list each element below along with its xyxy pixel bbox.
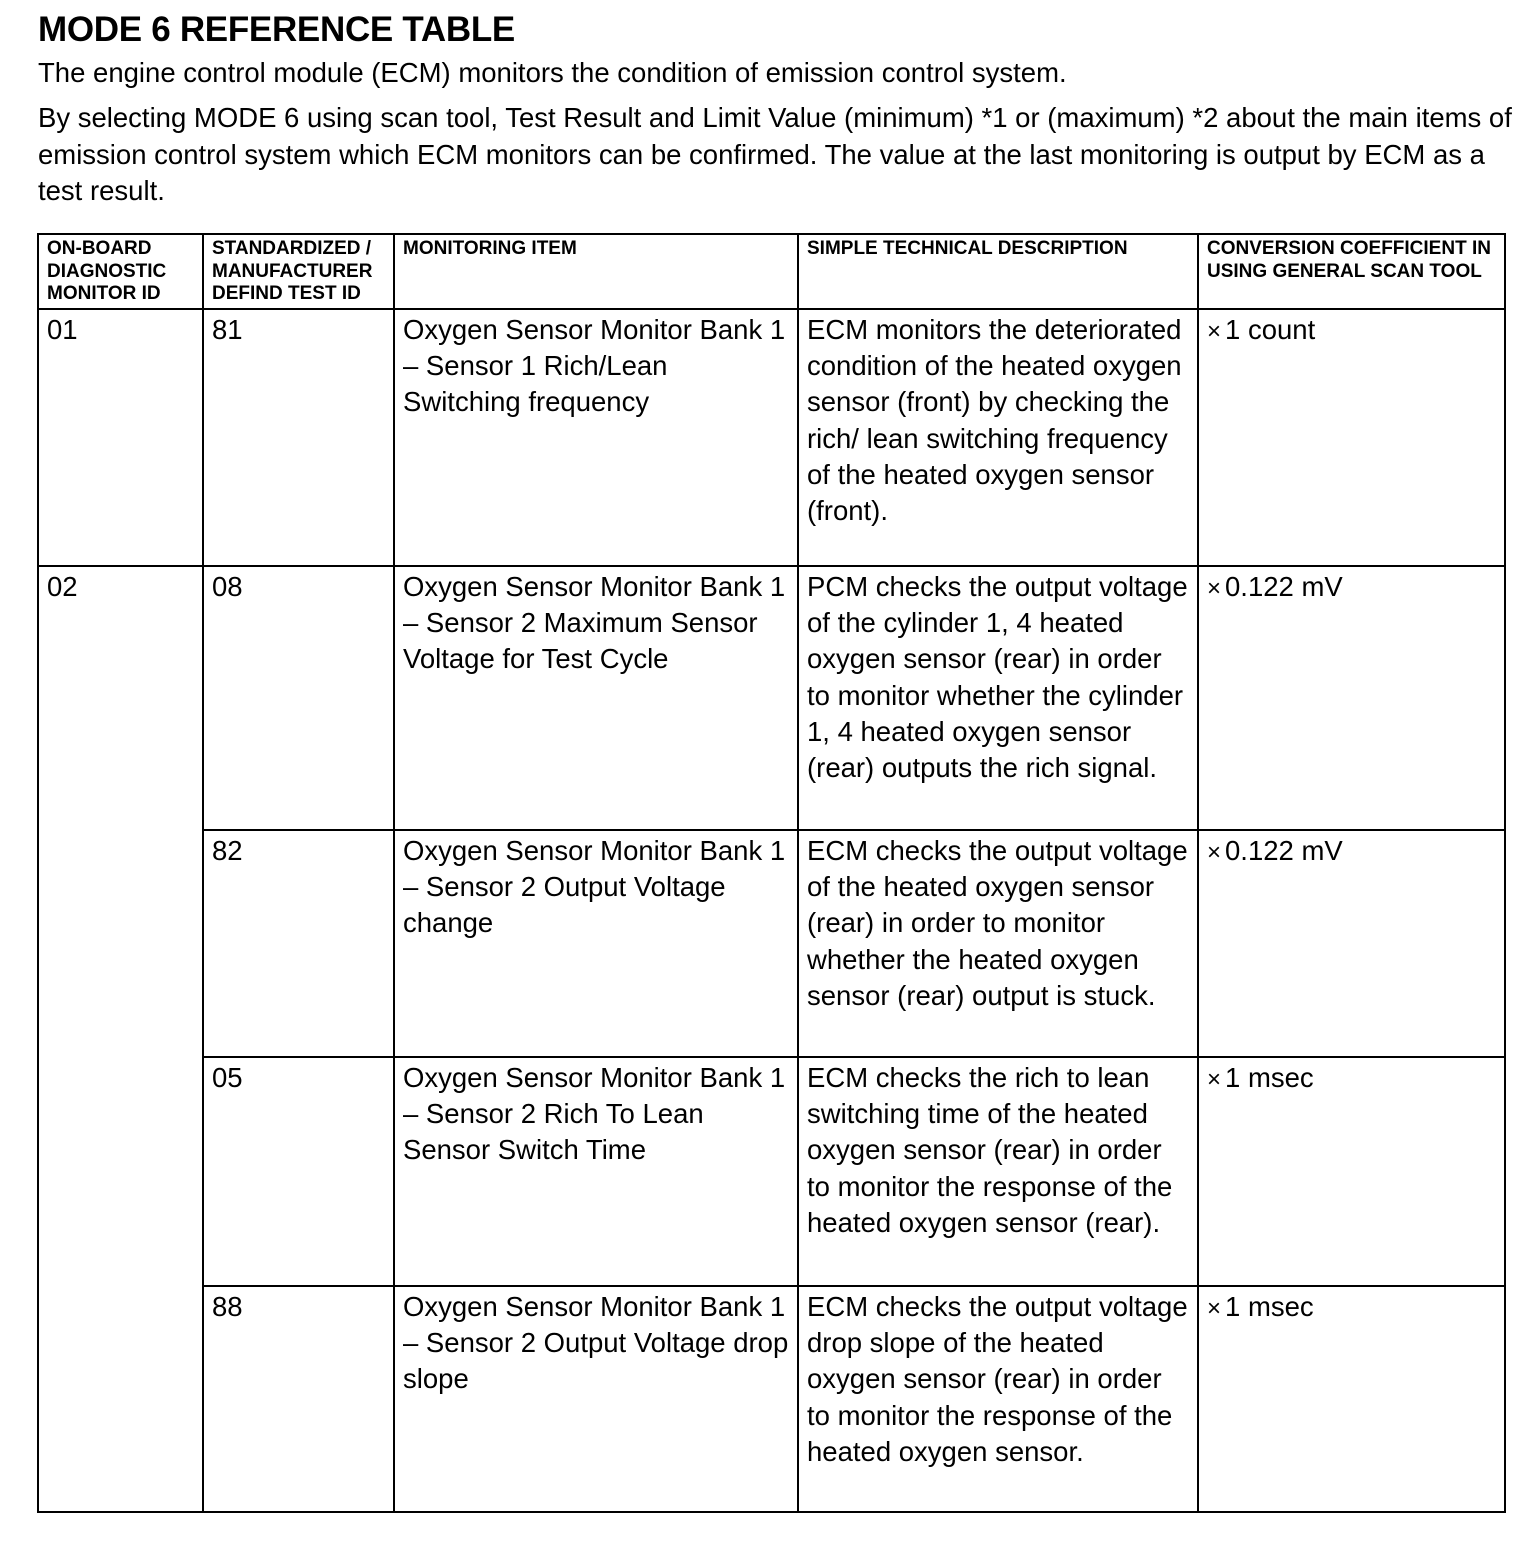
multiply-symbol: × (1207, 575, 1222, 602)
header-test-id: STANDARDIZED / MANUFACTURER DEFIND TEST ID (203, 234, 394, 309)
intro-paragraph-ecm: The engine control module (ECM) monitors the condition of emission control system. (38, 57, 1067, 88)
conversion-cell (1198, 309, 1505, 566)
page-title: MODE 6 REFERENCE TABLE (38, 10, 515, 49)
multiply-symbol: × (1207, 1295, 1222, 1322)
multiply-symbol: × (1207, 1066, 1222, 1093)
description-cell: PCM checks the output voltage of the cylinder 1, 4 heated oxygen sensor (rear) in order to monitor whether the cylinder 1, 4 heated oxygen sensor (rear) outputs the rich signal. (798, 566, 1198, 830)
table-header-row (38, 234, 1505, 309)
description-cell: ECM monitors the deteriorated condition of the heated oxygen sensor (front) by checking the rich/ lean switching frequency of the heated oxygen sensor (front). (798, 309, 1198, 566)
header-conversion-coefficient: CONVERSION COEFFICIENT IN USING GENERAL SCAN TOOL (1198, 234, 1505, 309)
test-id-cell: 08 (203, 566, 394, 830)
table-row (38, 309, 1505, 566)
conversion-value: 1 msec (1225, 1062, 1314, 1093)
test-id-cell: 05 (203, 1057, 394, 1286)
conversion-cell (1198, 830, 1505, 1057)
header-technical-description: SIMPLE TECHNICAL DESCRIPTION (798, 234, 1198, 309)
description-cell: ECM checks the output voltage of the heated oxygen sensor (rear) in order to monitor whether the heated oxygen sensor (rear) output is stuck. (798, 830, 1198, 1057)
header-monitor-id: ON-BOARD DIAGNOSTIC MONITOR ID (38, 234, 203, 309)
table-row (38, 1286, 1505, 1512)
conversion-value: 0.122 mV (1225, 571, 1343, 602)
monitoring-item-cell: Oxygen Sensor Monitor Bank 1 – Sensor 2 Output Voltage change (394, 830, 798, 1057)
header-monitoring-item: MONITORING ITEM (394, 234, 798, 309)
conversion-cell (1198, 566, 1505, 830)
multiply-symbol: × (1207, 839, 1222, 866)
description-cell: ECM checks the rich to lean switching time of the heated oxygen sensor (rear) in order to monitor the response of the heated oxygen sensor (rear). (798, 1057, 1198, 1286)
intro-paragraph-mode6: By selecting MODE 6 using scan tool, Test Result and Limit Value (minimum) *1 or (maximum) *2 about the main items of emission control system which ECM monitors can be confirmed. The value at the last monitoring is output by ECM as a test result. (38, 102, 1512, 206)
mode6-reference-table (37, 233, 1506, 1513)
conversion-cell (1198, 1286, 1505, 1512)
monitor-id-cell: 02 (38, 566, 203, 1512)
monitoring-item-cell: Oxygen Sensor Monitor Bank 1 – Sensor 1 Rich/Lean Switching frequency (394, 309, 798, 566)
monitor-id-cell: 01 (38, 309, 203, 566)
conversion-value: 0.122 mV (1225, 835, 1343, 866)
monitoring-item-cell: Oxygen Sensor Monitor Bank 1 – Sensor 2 Maximum Sensor Voltage for Test Cycle (394, 566, 798, 830)
description-cell: ECM checks the output voltage drop slope of the heated oxygen sensor (rear) in order to monitor the response of the heated oxygen sensor. (798, 1286, 1198, 1512)
monitoring-item-cell: Oxygen Sensor Monitor Bank 1 – Sensor 2 Rich To Lean Sensor Switch Time (394, 1057, 798, 1286)
test-id-cell: 82 (203, 830, 394, 1057)
monitoring-item-cell: Oxygen Sensor Monitor Bank 1 – Sensor 2 Output Voltage drop slope (394, 1286, 798, 1512)
conversion-value: 1 count (1225, 314, 1316, 345)
table-row (38, 1057, 1505, 1286)
test-id-cell: 88 (203, 1286, 394, 1512)
conversion-value: 1 msec (1225, 1291, 1314, 1322)
table-row (38, 566, 1505, 830)
conversion-cell (1198, 1057, 1505, 1286)
table-row (38, 830, 1505, 1057)
multiply-symbol: × (1207, 318, 1222, 345)
test-id-cell: 81 (203, 309, 394, 566)
